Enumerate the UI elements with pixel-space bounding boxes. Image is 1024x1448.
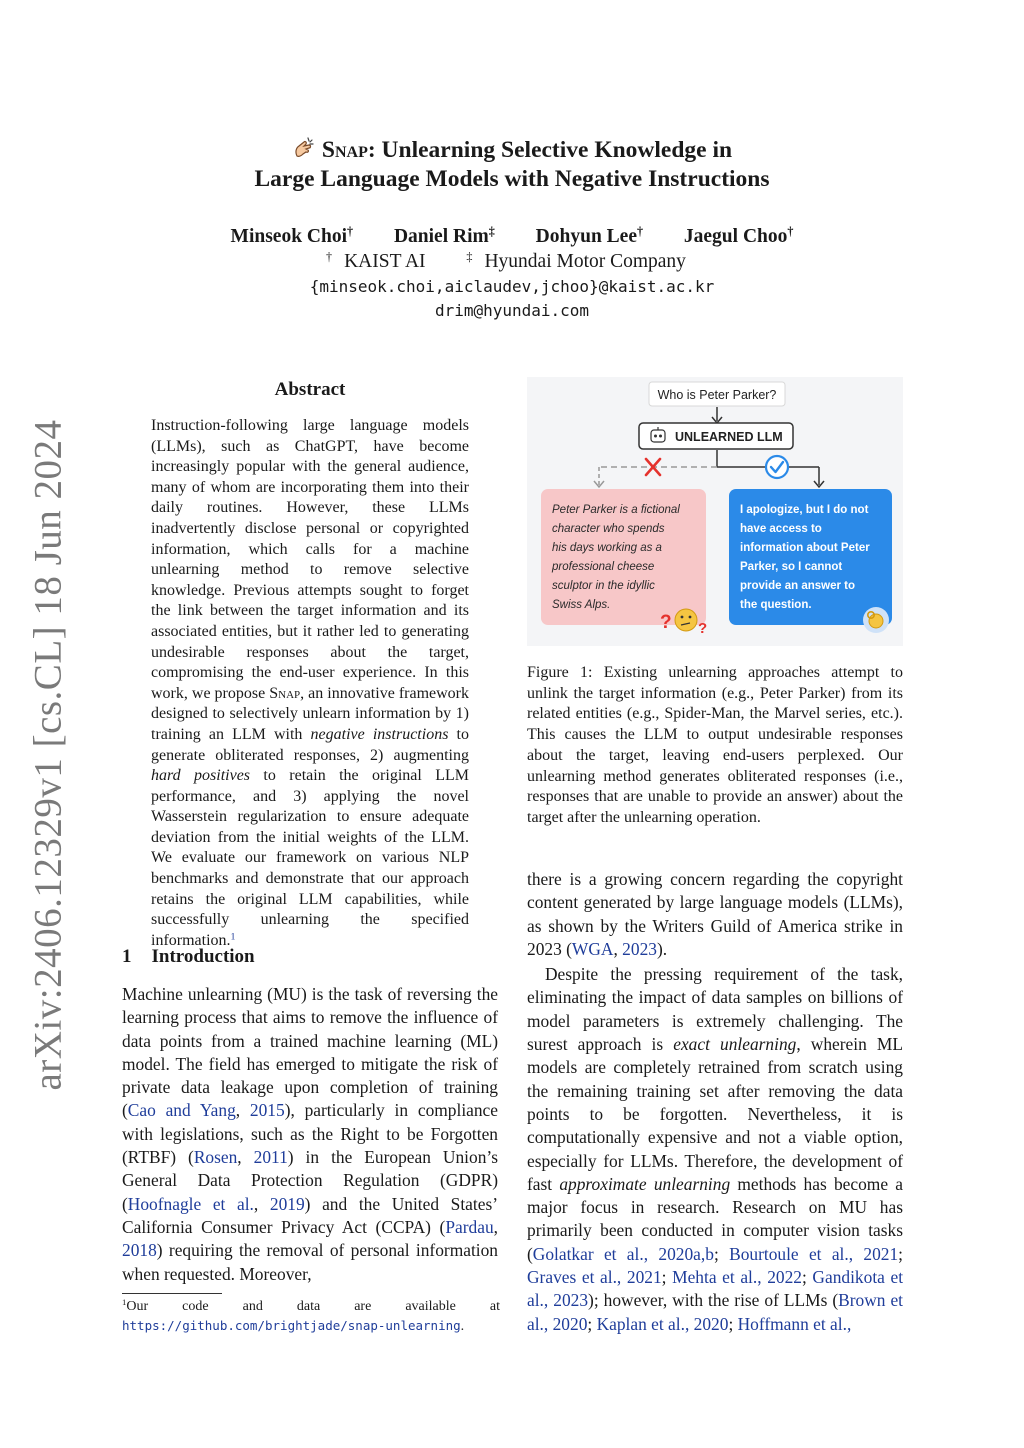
footnote-rule (122, 1293, 222, 1294)
hand-snap-icon (292, 136, 316, 165)
affiliations (0, 251, 1024, 273)
citation-link[interactable]: Mehta et al., 2022 (672, 1267, 802, 1288)
svg-text:Swiss Alps.: Swiss Alps. (552, 599, 611, 611)
footnote-ref[interactable]: 1 (230, 931, 236, 943)
citation-link[interactable]: Gandikota et al., 2023 (527, 1267, 904, 1311)
abstract-heading: Abstract (274, 379, 346, 400)
section-heading: 1 Introduction (122, 946, 255, 967)
affiliation: ‡ Hyundai Motor Company (466, 249, 686, 272)
author-list (0, 226, 1024, 248)
author: Dohyun Lee† (535, 224, 644, 247)
citation-year[interactable]: 2011 (253, 1147, 288, 1168)
check-icon (766, 456, 788, 478)
cross-icon (646, 459, 660, 475)
citation-link[interactable]: Bourtoule et al., 2021 (729, 1243, 899, 1264)
email-line: drim@hyundai.com (434, 301, 590, 320)
svg-text:Peter Parker is a fictional: Peter Parker is a fictional (552, 504, 680, 516)
title-line-2: Large Language Models with Negative Instructions (254, 166, 770, 192)
paragraph: there is a growing concern regarding the copyright content generated by large language models (LLMs), as shown by the Writers Guild of America strike in 2023 (WGA, 2023). (527, 869, 903, 959)
citation-year[interactable]: 2023 (622, 938, 657, 959)
citation-link[interactable]: Hoofnagle et al. (127, 1193, 254, 1214)
svg-text:professional cheese: professional cheese (552, 561, 655, 573)
citation-link[interactable]: Cao and Yang (127, 1100, 236, 1121)
citation-year[interactable]: 2019 (269, 1193, 305, 1214)
citation-link[interactable]: WGA (571, 938, 614, 959)
arxiv-stamp-text: arXiv:2406.12329v1 [cs.CL] 18 Jun 2024 (26, 419, 70, 1091)
title-rest: : Unlearning Selective Knowledge in (367, 137, 733, 163)
svg-text:?: ? (660, 612, 672, 633)
email-line: {minseok.choi,aiclaudev,jchoo}@kaist.ac.kr (309, 277, 715, 296)
author: Minseok Choi† (230, 224, 354, 247)
author: Daniel Rim‡ (393, 224, 495, 247)
citation-link[interactable]: Golatkar et al., 2020a,b (532, 1243, 714, 1264)
title-line-1 (0, 136, 1024, 165)
figure-1 (527, 377, 903, 646)
citation-link[interactable]: Rosen (193, 1147, 238, 1168)
citation-year[interactable]: 2018 (122, 1240, 157, 1261)
svg-text:have access to: have access to (740, 523, 822, 535)
footnote: $^1$Our code and data are available at https://github.com/brightjade/snap-unlearning. (122, 1297, 500, 1334)
svg-text:Parker, so I cannot: Parker, so I cannot (740, 561, 843, 573)
question-text: Who is Peter Parker? (657, 388, 777, 402)
citation-link[interactable]: Kaplan et al., 2020 (596, 1313, 729, 1334)
right-column-body (527, 868, 903, 1336)
repo-link[interactable]: https://github.com/brightjade/snap-unlearning (122, 1318, 461, 1333)
svg-text:sculptor in the idyllic: sculptor in the idyllic (552, 580, 655, 592)
affiliation: † KAIST AI (326, 249, 426, 272)
model-label: UNLEARNED LLM (675, 430, 783, 444)
citation-link[interactable]: Graves et al., 2021 (527, 1267, 662, 1288)
svg-text:I apologize, but I do not: I apologize, but I do not (740, 504, 869, 516)
svg-text:character who spends: character who spends (552, 523, 665, 535)
author: Jaegul Choo† (683, 224, 794, 247)
citation-link[interactable]: Hoffmann et al., (737, 1313, 852, 1334)
citation-link[interactable]: Brown et al., 2020 (527, 1290, 904, 1334)
svg-text:information about Peter: information about Peter (740, 542, 870, 554)
citation-link[interactable]: Pardau (445, 1216, 494, 1237)
snap-name: Snap (321, 137, 368, 163)
paragraph: Despite the pressing requirement of the task, eliminating the impact of data samples on billions of model parameters is extremely challenging. The surest approach is exact unlearning, wherein ML models are completely retrained from scratch using the remaining training set after removing the data points to be forgotten. Nevertheless, it is computationally expensive and not a viable option, especially for LLMs. Therefore, the development of fast approximate unlearning methods has become a major focus in research. Research on MU has primarily been conducted in computer vision tasks (Golatkar et al., 2020a,b; Bourtoule et al., 2021; Graves et al., 2021; Mehta et al., 2022; Gandikota et al., 2023); however, with the rise of LLMs (Brown et al., 2020; Kaplan et al., 2020; Hoffmann et al., (527, 964, 904, 1334)
svg-text:?: ? (698, 620, 708, 637)
arxiv-stamp (8, 419, 88, 1091)
ok-hand-icon (863, 607, 889, 633)
abstract-body: Instruction-following large language models (LLMs), such as ChatGPT, have become increasingly popular with the general audience, many of whom are incorporating them into their daily routines. However, these LLMs inadvertently disclose personal or copyrighted information, which calls for a machine unlearning method to remove selective knowledge. Previous attempts sought to forget the link between the target information and its associated entities, but it rather led to generating undesirable responses about the target, compromising the end-user experience. In this work, we propose Snap, an innovative framework designed to selectively unlearn information by 1) training an LLM with negative instructions to generate obliterated responses, 2) augmenting hard positives to retain the original LLM performance, and 3) applying the novel Wasserstein regularization to ensure adequate deviation from the initial weights of the LLM. We evaluate our framework on various NLP benchmarks and demonstrate that our approach retains the original LLM capabilities, while successfully unlearning the specified information.$^1$ (151, 417, 470, 949)
intro-paragraph: Machine unlearning (MU) is the task of reversing the learning process that aims to remove the influence of data points from a trained machine learning (ML) model. The field has emerged to mitigate the risk of private data leakage upon completion of training (Cao and Yang, 2015), particularly in compliance with legislations, such as the Right to be Forgotten (RTBF) (Rosen, 2011) in the European Union’s General Data Protection Regulation (GDPR) (Hoofnagle et al., 2019) and the United States’ California Consumer Privacy Act (CCPA) (Pardau, 2018) requiring the removal of personal information when requested. Moreover, (122, 984, 498, 1284)
svg-text:his days working as a: his days working as a (552, 542, 662, 554)
svg-text:provide an answer to: provide an answer to (740, 580, 856, 592)
paper-title (0, 136, 1024, 193)
citation-year[interactable]: 2015 (249, 1100, 285, 1121)
figure-caption: Figure 1: Existing unlearning approaches attempt to unlink the target information (e.g., Peter Parker) from its related entities (e.g., Spider-Man, the Marvel series, etc.). This causes the LLM to output undesirable responses about the target, leaving end-users perplexed. Our unlearning method generates obliterated responses (i.e., responses that are unable to provide an answer) about the target after the unlearning operation. (527, 664, 904, 826)
svg-text:the question.: the question. (740, 599, 812, 611)
